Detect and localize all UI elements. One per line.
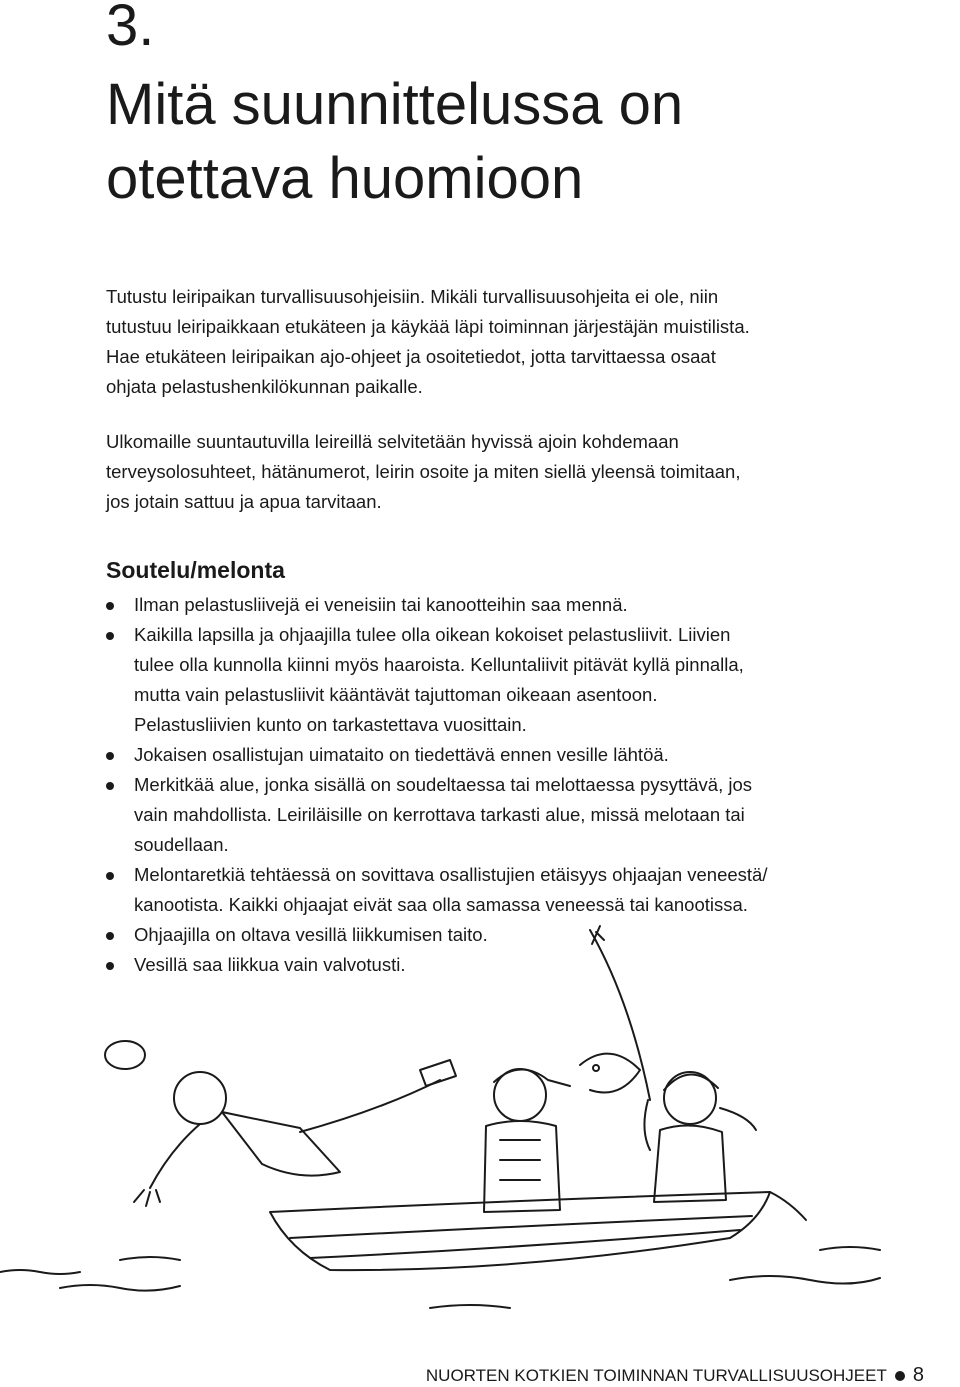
leaning-child-icon — [105, 1041, 456, 1206]
list-item — [106, 860, 906, 920]
text-line: kanootista. Kaikki ohjaajat eivät saa olla samassa veneessä tai kanootissa. — [134, 894, 748, 915]
title-line: otettava huomioon — [106, 146, 584, 211]
text-line: ohjata pelastushenkilökunnan paikalle. — [106, 376, 423, 397]
bullet-icon — [106, 782, 114, 790]
text-line: Hae etukäteen leiripaikan ajo-ohjeet ja osoitetiedot, jotta tarvittaessa osaat — [106, 346, 716, 367]
text-line: tulee olla kunnolla kiinni myös haaroista. Kelluntaliivit pitävät kyllä pinnalla, — [134, 654, 744, 675]
list-item — [106, 770, 906, 860]
text-line: jos jotain sattuu ja apua tarvitaan. — [106, 491, 382, 512]
bullet-icon — [106, 752, 114, 760]
list-item — [106, 740, 906, 770]
chapter-number: 3. — [106, 0, 155, 58]
bullet-icon — [106, 632, 114, 640]
intro-paragraph-1 — [106, 282, 886, 402]
text-line: Melontaretkiä tehtäessä on sovittava osallistujien etäisyys ohjaajan veneestä/ — [134, 864, 768, 885]
rowing-boat-illustration — [0, 920, 960, 1320]
text-line: Tutustu leiripaikan turvallisuusohjeisiin. Mikäli turvallisuusohjeita ei ole, niin — [106, 286, 719, 307]
bullet-separator-icon — [895, 1371, 905, 1381]
water-lines-icon — [0, 1247, 880, 1308]
boat-icon — [270, 1192, 806, 1270]
fishing-child-icon — [644, 1072, 756, 1202]
text-line: Pelastusliivien kunto on tarkastettava vuosittain. — [134, 714, 527, 735]
bullet-icon — [106, 602, 114, 610]
page-title — [106, 68, 906, 216]
text-line: Jokaisen osallistujan uimataito on tiedettävä ennen vesille lähtöä. — [134, 744, 669, 765]
list-item — [106, 590, 906, 620]
text-line: Vesillä saa liikkua vain valvotusti. — [134, 954, 406, 975]
section-heading: Soutelu/melonta — [106, 557, 285, 583]
list-item — [106, 620, 906, 740]
text-line: terveysolosuhteet, hätänumerot, leirin osoite ja miten siellä yleensä toimitaan, — [106, 461, 741, 482]
fish-icon — [580, 1054, 640, 1093]
intro-paragraph-2 — [106, 427, 886, 517]
text-line: vain mahdollista. Leiriläisille on kerrottava tarkasti alue, missä melotaan tai — [134, 804, 745, 825]
child-with-cap-icon — [484, 1069, 570, 1212]
page-number: 8 — [912, 1364, 924, 1386]
text-line: mutta vain pelastusliivit kääntävät tajuttoman oikeaan asentoon. — [134, 684, 658, 705]
fishing-rod-icon — [590, 926, 650, 1100]
text-line: Kaikilla lapsilla ja ohjaajilla tulee olla oikean kokoiset pelastusliivit. Liivien — [134, 624, 731, 645]
text-line: soudellaan. — [134, 834, 229, 855]
text-line: Ilman pelastusliivejä ei veneisiin tai kanootteihin saa mennä. — [134, 594, 628, 615]
text-line: Ohjaajilla on oltava vesillä liikkumisen taito. — [134, 924, 488, 945]
text-line: Merkitkää alue, jonka sisällä on soudeltaessa tai melottaessa pysyttävä, jos — [134, 774, 753, 795]
text-line: tutustuu leiripaikkaan etukäteen ja käykää läpi toiminnan järjestäjän muistilista. — [106, 316, 750, 337]
title-line: Mitä suunnittelussa on — [106, 72, 684, 137]
bullet-icon — [106, 872, 114, 880]
footer-title: NUORTEN KOTKIEN TOIMINNAN TURVALLISUUSOHJEET — [425, 1366, 887, 1385]
text-line: Ulkomaille suuntautuvilla leireillä selvitetään hyvissä ajoin kohdemaan — [106, 431, 679, 452]
footer — [426, 1364, 924, 1387]
